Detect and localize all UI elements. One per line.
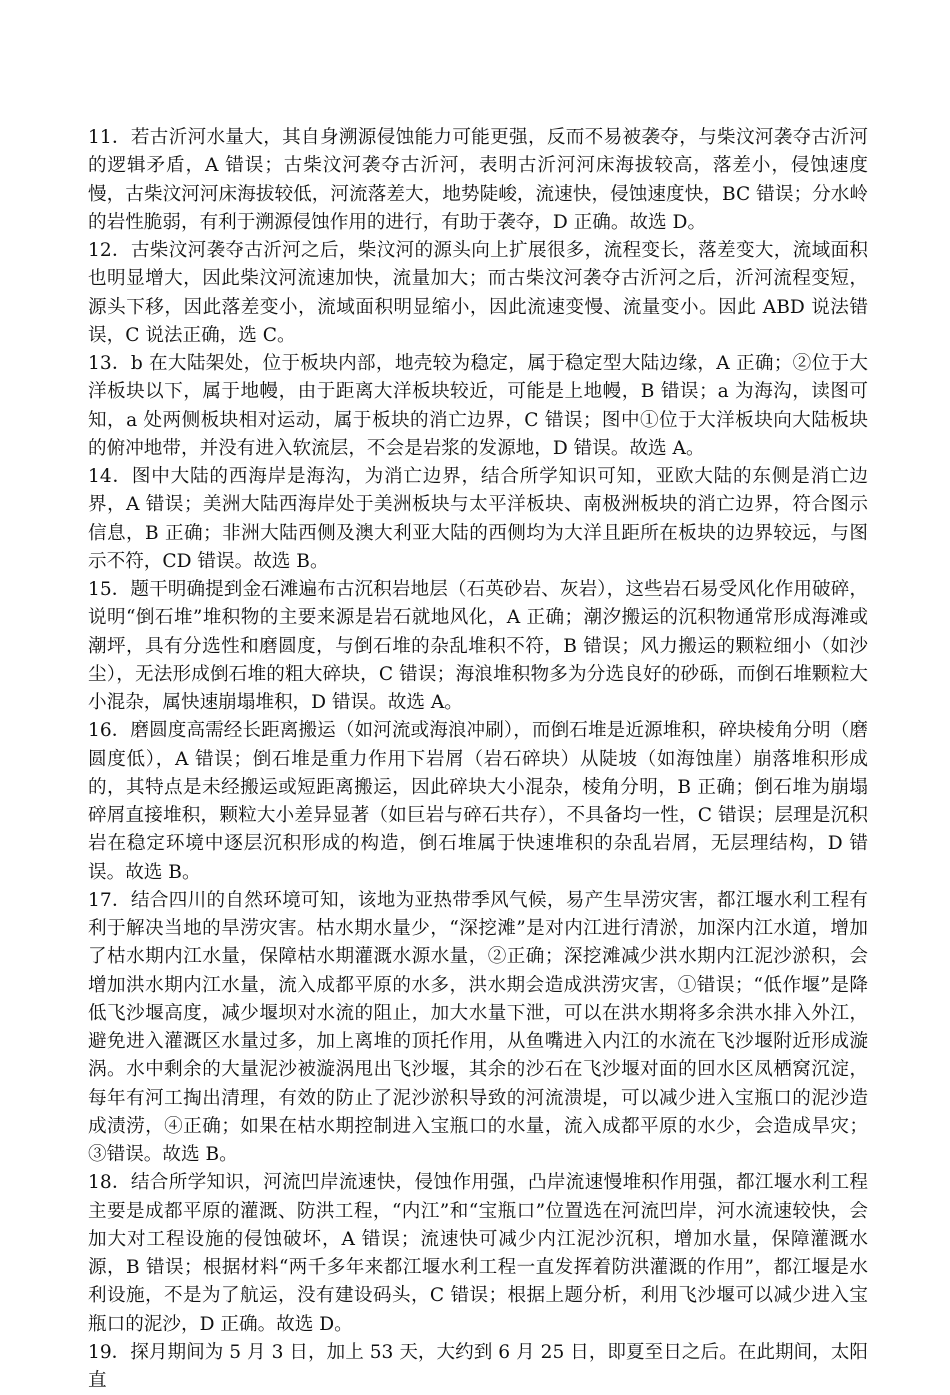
answer-text: 题干明确提到金石滩遍布古沉积岩地层（石英砂岩、灰岩），这些岩石易受风化作用破碎，说明“倒石堆”堆积物的主要来源是岩石就地风化，A 正确；潮汐搬运的沉积物通常形成海滩或潮坪，具有分选性和磨圆度，与倒石堆的杂乱堆积不符，B 错误；风力搬运的颗粒细小（如沙尘），无法形成倒石堆的粗大碎块，C 错误；海浪堆积物多为分选良好的砂砾，而倒石堆颗粒大小混杂，属快速崩塌堆积，D 错误。故选 A。 [88,579,868,713]
answer-document [88,124,868,1395]
answer-number: 14． [88,466,132,487]
answer-text: 图中大陆的西海岸是海沟，为消亡边界，结合所学知识可知，亚欧大陆的东侧是消亡边界，A 错误；美洲大陆西海岸处于美洲板块与太平洋板块、南极洲板块的消亡边界，符合图示信息，B 正确；非洲大陆西侧及澳大利亚大陆的西侧均为大洋且距所在板块的边界较远，与图示不符，CD 错误。故选 B。 [88,466,868,572]
answer-13 [88,350,868,463]
answer-number: 17． [88,889,131,911]
answer-text: 探月期间为 5 月 3 日，加上 53 天，大约到 6 月 25 日，即夏至日之后。在此期间，太阳直 [88,1341,868,1391]
answer-text: 古柴汶河袭夺古沂河之后，柴汶河的源头向上扩展很多，流程变长，落差变大，流域面积也明显增大，因此柴汶河流速加快，流量加大；而古柴汶河袭夺古沂河之后，沂河流程变短，源头下移，因此落差变小，流域面积明显缩小，因此流速变慢、流量变小。因此 ABD 说法错误，C 说法正确，选 C。 [88,240,868,346]
answer-12 [88,237,868,350]
answer-11 [88,124,868,237]
answer-18 [88,1169,868,1339]
answer-text: 结合所学知识，河流凹岸流速快，侵蚀作用强，凸岸流速慢堆积作用强，都江堰水利工程主要是成都平原的灌溉、防洪工程，“内江”和“宝瓶口”位置选在河流凹岸，河水流速较快，会加大对工程设施的侵蚀破坏，A 错误；流速快可减少内江泥沙沉积，增加水量，保障灌溉水源，B 错误；根据材料“两千多年来都江堰水利工程一直发挥着防洪灌溉的作用”，都江堰是水利设施，不是为了航运，没有建设码头，C 错误；根据上题分析，利用飞沙堰可以减少进入宝瓶口的泥沙，D 正确。故选 D。 [88,1172,868,1335]
answer-text: 若古沂河水量大，其自身溯源侵蚀能力可能更强，反而不易被袭夺，与柴汶河袭夺古沂河的逻辑矛盾，A 错误；古柴汶河袭夺古沂河，表明古沂河河床海拔较高，落差小，侵蚀速度慢，古柴汶河河床海拔较低，河流落差大，地势陡峻，流速快，侵蚀速度快，BC 错误；分水岭的岩性脆弱，有利于溯源侵蚀作用的进行，有助于袭夺，D 正确。故选 D。 [88,127,868,233]
answer-number: 19． [88,1341,131,1363]
answer-number: 15． [88,579,131,600]
answer-number: 12． [88,240,131,261]
answer-text: b 在大陆架处，位于板块内部，地壳较为稳定，属于稳定型大陆边缘，A 正确；②位于大洋板块以下，属于地幔，由于距离大洋板块较近，可能是上地幔，B 错误；a 为海沟，读图可知，a 处两侧板块相对运动，属于板块的消亡边界，C 错误；图中①位于大洋板块向大陆板块的俯冲地带，并没有进入软流层，不会是岩浆的发源地，D 错误。故选 A。 [88,353,868,459]
answer-text: 磨圆度高需经长距离搬运（如河流或海浪冲刷），而倒石堆是近源堆积，碎块棱角分明（磨圆度低），A 错误；倒石堆是重力作用下岩屑（岩石碎块）从陡坡（如海蚀崖）崩落堆积形成的，其特点是未经搬运或短距离搬运，因此碎块大小混杂，棱角分明，B 正确；倒石堆为崩塌碎屑直接堆积，颗粒大小差异显著（如巨岩与碎石共存），不具备均一性，C 错误；层理是沉积岩在稳定环境中逐层沉积形成的构造，倒石堆属于快速堆积的杂乱岩屑，无层理结构，D 错误。故选 B。 [88,720,868,883]
answer-15 [88,576,868,717]
answer-number: 18． [88,1172,131,1194]
answer-number: 13． [88,353,131,374]
answer-16 [88,717,868,887]
answer-14 [88,463,868,576]
answer-text: 结合四川的自然环境可知，该地为亚热带季风气候，易产生旱涝灾害，都江堰水利工程有利于解决当地的旱涝灾害。枯水期水量少，“深挖滩”是对内江进行清淤，加深内江水道，增加了枯水期内江水量，保障枯水期灌溉水源水量，②正确；深挖滩减少洪水期内江泥沙淤积，会增加洪水期内江水量，流入成都平原的水多，洪水期会造成洪涝灾害，①错误；“低作堰”是降低飞沙堰高度，减少堰坝对水流的阻止，加大水量下泄，可以在洪水期将多余洪水排入外江，避免进入灌溉区水量过多，加上离堆的顶托作用，从鱼嘴进入内江的水流在飞沙堰附近形成漩涡。水中剩余的大量泥沙被漩涡甩出飞沙堰，其余的沙石在飞沙堰对面的回水区凤栖窝沉淀，每年有河工掏出清理，有效的防止了泥沙淤积导致的河流溃堤，可以减少进入宝瓶口的泥沙造成渍涝，④正确；如果在枯水期控制进入宝瓶口的水量，流入成都平原的水少，会造成旱灾；③错误。故选 B。 [88,889,868,1165]
answer-number: 16． [88,720,131,742]
answer-19 [88,1339,868,1395]
answer-17 [88,887,868,1170]
answer-number: 11． [88,127,131,148]
